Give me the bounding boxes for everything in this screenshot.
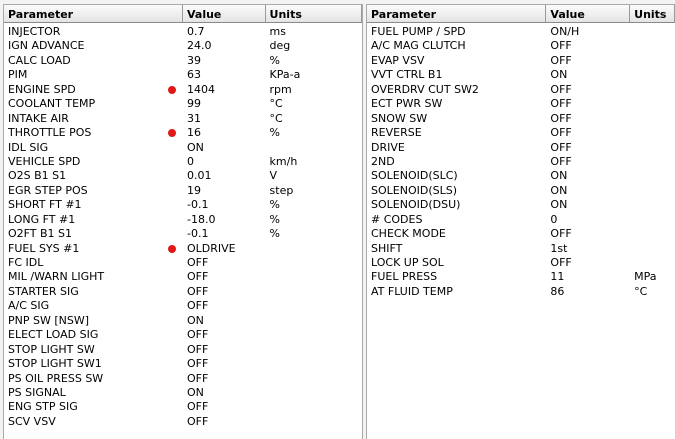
units-column-header[interactable]: Units bbox=[266, 5, 362, 22]
table-row[interactable] bbox=[4, 242, 362, 256]
parameter-cell: CALC LOAD bbox=[8, 53, 71, 67]
value-cell: OFF bbox=[550, 256, 572, 269]
parameter-cell: STOP LIGHT SW bbox=[8, 342, 95, 356]
parameter-cell: O2FT B1 S1 bbox=[8, 227, 73, 241]
value-cell: OFF bbox=[186, 299, 209, 313]
value-cell: ON bbox=[186, 385, 204, 399]
table-row[interactable] bbox=[367, 155, 675, 169]
value-cell: ON bbox=[550, 169, 568, 183]
value-cell: OFF bbox=[550, 140, 572, 154]
value-cell: 1404 bbox=[183, 83, 266, 97]
parameter-cell: STOP LIGHT SW1 bbox=[8, 357, 102, 371]
parameter-cell: SHORT FT #1 bbox=[8, 198, 82, 212]
value-cell: 0.01 bbox=[186, 169, 212, 183]
table-row[interactable] bbox=[4, 155, 362, 169]
value-cell: ON bbox=[550, 183, 568, 197]
table-row[interactable] bbox=[367, 227, 675, 241]
value-cell: 99 bbox=[186, 97, 201, 111]
parameter-cell: SNOW SW bbox=[371, 111, 428, 125]
units-cell: deg bbox=[269, 39, 291, 53]
parameter-column-header[interactable]: Parameter bbox=[4, 5, 183, 22]
table-row[interactable] bbox=[4, 54, 362, 68]
parameter-cell: SOLENOID(SLS) bbox=[371, 183, 457, 197]
value-cell: 63 bbox=[186, 68, 201, 82]
units-cell bbox=[266, 357, 362, 371]
units-cell: % bbox=[269, 198, 280, 212]
table-row[interactable] bbox=[367, 97, 675, 111]
units-cell bbox=[630, 227, 675, 241]
value-cell: OFF bbox=[186, 328, 209, 342]
table-row[interactable] bbox=[367, 198, 675, 212]
value-cell: 39 bbox=[186, 53, 201, 67]
red-marker-dot bbox=[168, 86, 176, 94]
units-cell bbox=[266, 256, 362, 270]
units-cell bbox=[630, 25, 675, 39]
table-row[interactable] bbox=[4, 25, 362, 39]
table-row[interactable] bbox=[4, 68, 362, 82]
parameter-cell: EVAP VSV bbox=[371, 53, 425, 67]
table-row[interactable] bbox=[4, 39, 362, 53]
units-cell bbox=[266, 141, 362, 155]
table-row[interactable] bbox=[4, 227, 362, 241]
table-row[interactable] bbox=[4, 169, 362, 183]
left-parameter-table bbox=[3, 4, 363, 439]
left-table-header bbox=[4, 5, 362, 23]
value-cell: 0 bbox=[186, 154, 194, 168]
units-cell: % bbox=[269, 212, 280, 226]
units-cell bbox=[266, 372, 362, 386]
value-column-header[interactable]: Value bbox=[546, 5, 630, 22]
units-cell bbox=[266, 415, 362, 429]
value-cell: 0 bbox=[550, 212, 558, 226]
value-cell: 86 bbox=[550, 284, 565, 298]
value-cell: OFF bbox=[550, 39, 572, 53]
units-cell: °C bbox=[269, 111, 283, 125]
table-row[interactable] bbox=[4, 400, 362, 414]
parameter-cell: LOCK UP SOL bbox=[371, 256, 444, 269]
parameter-cell: PS SIGNAL bbox=[8, 385, 66, 399]
units-cell bbox=[630, 39, 675, 53]
parameter-cell: 2ND bbox=[371, 154, 395, 168]
parameter-cell: ENG STP SIG bbox=[8, 400, 78, 414]
right-table-body bbox=[367, 23, 675, 299]
table-row[interactable] bbox=[4, 386, 362, 400]
parameter-cell: ECT PWR SW bbox=[371, 97, 443, 111]
table-row[interactable] bbox=[4, 328, 362, 342]
parameter-cell: IGN ADVANCE bbox=[8, 39, 85, 53]
table-row[interactable] bbox=[367, 285, 675, 299]
parameter-cell: VVT CTRL B1 bbox=[371, 68, 443, 82]
parameter-cell: EGR STEP POS bbox=[8, 183, 88, 197]
units-cell: step bbox=[269, 183, 294, 197]
units-column-header[interactable]: Units bbox=[630, 5, 675, 22]
units-cell bbox=[630, 68, 675, 82]
table-row[interactable] bbox=[367, 126, 675, 140]
value-cell: 24.0 bbox=[186, 39, 212, 53]
units-cell bbox=[266, 270, 362, 284]
table-row[interactable] bbox=[4, 415, 362, 429]
value-cell: OFF bbox=[186, 414, 209, 428]
parameter-cell: IDL SIG bbox=[8, 140, 49, 154]
parameter-cell: LONG FT #1 bbox=[8, 212, 76, 226]
value-cell: OLDRIVE bbox=[183, 242, 266, 256]
table-row[interactable] bbox=[4, 372, 362, 386]
value-cell: OFF bbox=[550, 53, 572, 67]
value-cell: OFF bbox=[550, 82, 572, 96]
parameter-cell: MIL /WARN LIGHT bbox=[8, 270, 105, 284]
table-row[interactable] bbox=[4, 299, 362, 313]
units-cell: °C bbox=[269, 97, 283, 111]
units-cell: % bbox=[269, 126, 280, 140]
parameter-cell: PNP SW [NSW] bbox=[8, 313, 90, 327]
units-cell: V bbox=[269, 169, 278, 183]
units-cell: km/h bbox=[269, 154, 298, 168]
units-cell bbox=[266, 400, 362, 414]
parameter-cell: AT FLUID TEMP bbox=[371, 284, 453, 298]
value-cell: OFF bbox=[550, 126, 572, 140]
units-cell bbox=[630, 83, 675, 97]
table-row[interactable] bbox=[367, 68, 675, 82]
table-row[interactable] bbox=[367, 54, 675, 68]
units-cell bbox=[266, 299, 362, 313]
value-cell: OFF bbox=[186, 357, 209, 371]
value-cell: OFF bbox=[550, 154, 572, 168]
units-cell: KPa-a bbox=[269, 68, 301, 82]
parameter-cell: STARTER SIG bbox=[8, 284, 79, 298]
parameter-cell: FUEL PRESS bbox=[371, 270, 438, 284]
units-cell bbox=[630, 54, 675, 68]
table-row[interactable] bbox=[4, 343, 362, 357]
table-row[interactable] bbox=[4, 126, 362, 140]
table-row[interactable] bbox=[4, 285, 362, 299]
parameter-cell: SHIFT bbox=[371, 241, 403, 255]
value-cell: 31 bbox=[186, 111, 201, 125]
table-row[interactable] bbox=[367, 242, 675, 256]
units-cell bbox=[630, 126, 675, 140]
value-cell: OFF bbox=[550, 227, 572, 241]
red-marker-dot bbox=[168, 129, 176, 137]
units-cell: °C bbox=[634, 284, 648, 298]
table-row[interactable] bbox=[4, 184, 362, 198]
table-row[interactable] bbox=[367, 39, 675, 53]
parameter-cell: REVERSE bbox=[371, 126, 422, 140]
parameter-cell: OVERDRV CUT SW2 bbox=[371, 82, 479, 96]
units-cell bbox=[630, 242, 675, 256]
parameter-cell: SOLENOID(SLC) bbox=[371, 169, 458, 183]
value-cell: 16 bbox=[183, 126, 266, 140]
units-cell bbox=[630, 169, 675, 183]
parameter-cell: PS OIL PRESS SW bbox=[8, 371, 104, 385]
parameter-cell: INJECTOR bbox=[8, 25, 61, 38]
table-row[interactable] bbox=[4, 141, 362, 155]
units-cell bbox=[630, 198, 675, 212]
value-cell: OFF bbox=[186, 342, 209, 356]
parameter-cell: A/C SIG bbox=[8, 299, 50, 313]
value-cell: ON bbox=[186, 313, 204, 327]
value-cell: OFF bbox=[186, 371, 209, 385]
parameter-cell: FUEL SYS #1 bbox=[8, 241, 80, 255]
table-row[interactable] bbox=[4, 256, 362, 270]
parameter-cell: SOLENOID(DSU) bbox=[371, 198, 461, 212]
value-column-header[interactable]: Value bbox=[183, 5, 266, 22]
units-cell bbox=[266, 343, 362, 357]
parameter-cell: ENGINE SPD bbox=[8, 82, 76, 96]
value-cell: OFF bbox=[550, 111, 572, 125]
parameter-cell: PIM bbox=[8, 68, 28, 82]
value-cell: OFF bbox=[186, 284, 209, 298]
table-row[interactable] bbox=[4, 314, 362, 328]
units-cell bbox=[630, 256, 675, 270]
parameter-cell: THROTTLE POS bbox=[8, 126, 92, 140]
parameter-column-header[interactable]: Parameter bbox=[367, 5, 546, 22]
value-cell: -18.0 bbox=[186, 212, 216, 226]
units-cell: % bbox=[269, 227, 280, 241]
value-cell: ON bbox=[550, 198, 568, 212]
parameter-cell: FUEL PUMP / SPD bbox=[371, 25, 466, 38]
units-cell bbox=[630, 213, 675, 227]
units-cell bbox=[630, 97, 675, 111]
value-cell: 11 bbox=[550, 270, 565, 284]
parameter-cell: ELECT LOAD SIG bbox=[8, 328, 99, 342]
table-row[interactable] bbox=[4, 198, 362, 212]
table-row[interactable] bbox=[367, 25, 675, 39]
value-cell: OFF bbox=[186, 400, 209, 414]
value-cell: OFF bbox=[186, 256, 209, 269]
units-cell bbox=[630, 155, 675, 169]
parameter-cell: VEHICLE SPD bbox=[8, 154, 81, 168]
units-cell bbox=[630, 141, 675, 155]
table-row[interactable] bbox=[367, 112, 675, 126]
value-cell: ON bbox=[186, 140, 204, 154]
table-row[interactable] bbox=[4, 83, 362, 97]
table-row[interactable] bbox=[367, 83, 675, 97]
table-row[interactable] bbox=[367, 169, 675, 183]
parameter-cell: COOLANT TEMP bbox=[8, 97, 96, 111]
parameter-cell: CHECK MODE bbox=[371, 227, 446, 241]
table-row[interactable] bbox=[367, 213, 675, 227]
table-row[interactable] bbox=[367, 270, 675, 284]
table-row[interactable] bbox=[4, 97, 362, 111]
parameter-cell: INTAKE AIR bbox=[8, 111, 69, 125]
value-cell: -0.1 bbox=[186, 198, 209, 212]
units-cell bbox=[630, 112, 675, 126]
right-table-header bbox=[367, 5, 675, 23]
units-cell bbox=[266, 314, 362, 328]
parameter-cell: DRIVE bbox=[371, 140, 405, 154]
right-parameter-table bbox=[366, 4, 675, 439]
units-cell: ms bbox=[269, 25, 286, 38]
value-cell: OFF bbox=[186, 270, 209, 284]
parameter-cell: FC IDL bbox=[8, 256, 44, 269]
parameter-cell: O2S B1 S1 bbox=[8, 169, 67, 183]
red-marker-dot bbox=[168, 245, 176, 253]
left-table-body bbox=[4, 23, 362, 429]
table-row[interactable] bbox=[367, 141, 675, 155]
value-cell: ON/H bbox=[550, 25, 580, 38]
table-row[interactable] bbox=[4, 270, 362, 284]
units-cell bbox=[266, 242, 362, 256]
units-cell bbox=[266, 328, 362, 342]
units-cell bbox=[266, 285, 362, 299]
units-cell bbox=[630, 184, 675, 198]
parameter-cell: # CODES bbox=[371, 212, 423, 226]
table-row[interactable] bbox=[4, 112, 362, 126]
parameter-cell: SCV VSV bbox=[8, 414, 56, 428]
value-cell: -0.1 bbox=[186, 227, 209, 241]
units-cell: MPa bbox=[634, 270, 657, 284]
value-cell: OFF bbox=[550, 97, 572, 111]
table-row[interactable] bbox=[367, 184, 675, 198]
table-row[interactable] bbox=[4, 357, 362, 371]
parameter-cell: A/C MAG CLUTCH bbox=[371, 39, 466, 53]
table-row[interactable] bbox=[4, 213, 362, 227]
value-cell: 1st bbox=[550, 241, 568, 255]
value-cell: ON bbox=[550, 68, 568, 82]
units-cell bbox=[266, 386, 362, 400]
units-cell: % bbox=[269, 53, 280, 67]
units-cell: rpm bbox=[269, 82, 292, 96]
value-cell: 0.7 bbox=[186, 25, 205, 38]
value-cell: 19 bbox=[186, 183, 201, 197]
table-row[interactable] bbox=[367, 256, 675, 270]
